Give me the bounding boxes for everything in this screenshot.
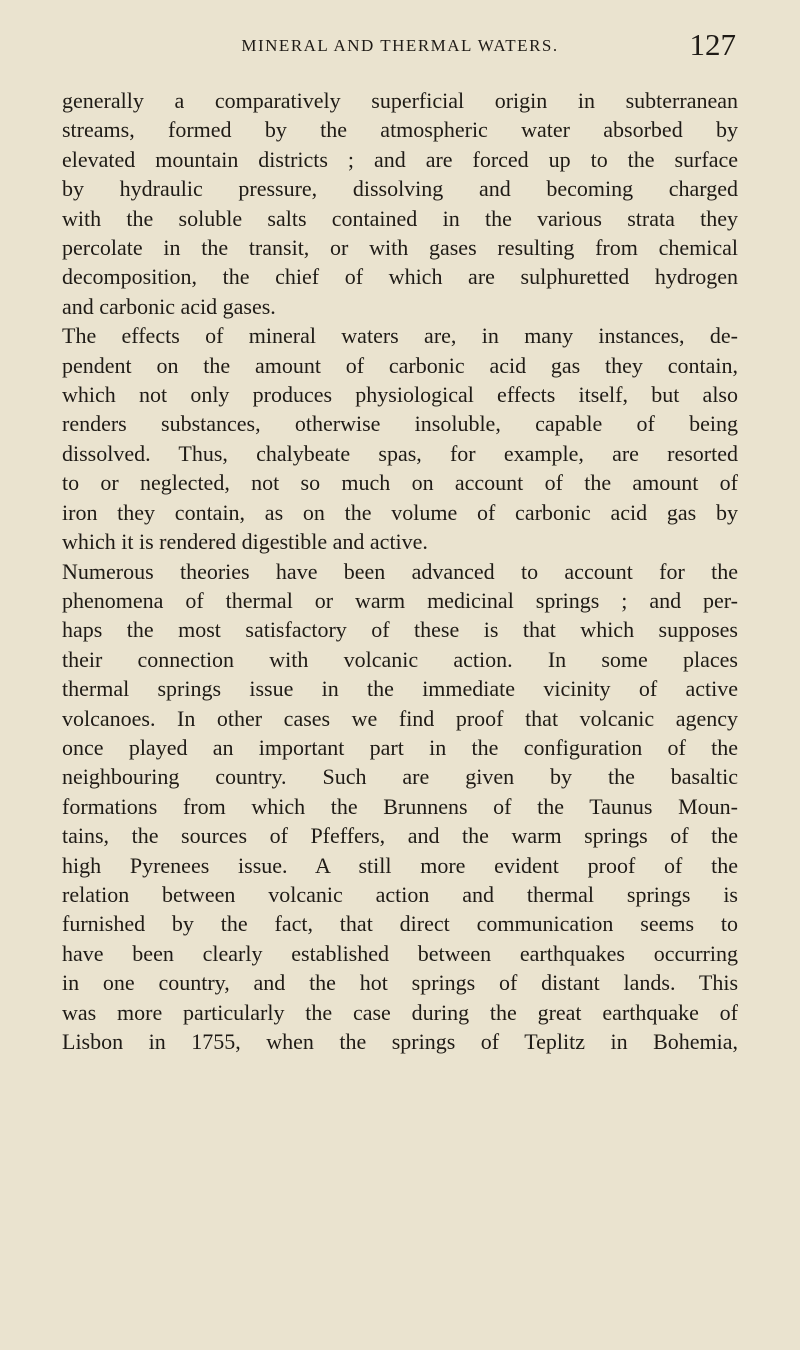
text-line: once played an important part in the configuration of the [62, 734, 738, 760]
text-line: dissolved. Thus, chalybeate spas, for example, are resorted [62, 440, 738, 466]
text-line: thermal springs issue in the immediate vicinity of active [62, 676, 738, 702]
paragraph [62, 557, 738, 1057]
text-line: elevated mountain districts ; and are forced up to the surface [62, 146, 738, 172]
text-line: to or neglected, not so much on account of the amount of [62, 470, 738, 496]
text-line: streams, formed by the atmospheric water absorbed by [62, 117, 738, 143]
text-line: which not only produces physiological effects itself, but also [62, 382, 738, 408]
text-line: was more particularly the case during the great earthquake of [62, 999, 738, 1025]
text-line: generally a comparatively superficial origin in subterranean [62, 88, 738, 113]
paragraph [62, 86, 738, 321]
text-line: relation between volcanic action and thermal springs is [62, 881, 738, 907]
text-line: furnished by the fact, that direct communication seems to [62, 911, 738, 937]
running-title: MINERAL AND THERMAL WATERS. [241, 36, 559, 55]
paragraph [62, 321, 738, 556]
text-line: neighbouring country. Such are given by the basaltic [62, 764, 738, 790]
text-line: with the soluble salts contained in the various strata they [62, 205, 738, 231]
text-line: high Pyrenees issue. A still more evident proof of the [62, 852, 738, 878]
text-line: phenomena of thermal or warm medicinal springs ; and per- [62, 587, 738, 613]
text-line: which it is rendered digestible and active. [62, 529, 428, 555]
text-line: percolate in the transit, or with gases resulting from chemical [62, 235, 738, 261]
text-line: The effects of mineral waters are, in many instances, de- [62, 323, 738, 349]
text-line: Lisbon in 1755, when the springs of Teplitz in Bohemia, [62, 1029, 738, 1054]
text-line: renders substances, otherwise insoluble, capable of being [62, 411, 738, 437]
text-line: iron they contain, as on the volume of carbonic acid gas by [62, 499, 738, 525]
text-line: volcanoes. In other cases we find proof that volcanic agency [62, 705, 738, 731]
text-line: Numerous theories have been advanced to account for the [62, 558, 738, 584]
text-line: haps the most satisfactory of these is that which supposes [62, 617, 738, 643]
page-number: 127 [689, 27, 736, 62]
text-line: their connection with volcanic action. In some places [62, 646, 738, 672]
text-line: in one country, and the hot springs of distant lands. This [62, 970, 738, 996]
text-line: tains, the sources of Pfeffers, and the warm springs of the [62, 823, 738, 849]
body-text [62, 86, 738, 1056]
text-line: formations from which the Brunnens of the Taunus Moun- [62, 793, 738, 819]
text-line: pendent on the amount of carbonic acid gas they contain, [62, 352, 738, 378]
text-line: by hydraulic pressure, dissolving and becoming charged [62, 176, 738, 202]
running-head [62, 27, 738, 68]
text-line: decomposition, the chief of which are sulphuretted hydrogen [62, 264, 738, 290]
text-line: and carbonic acid gases. [62, 293, 276, 319]
text-line: have been clearly established between earthquakes occurring [62, 940, 738, 966]
